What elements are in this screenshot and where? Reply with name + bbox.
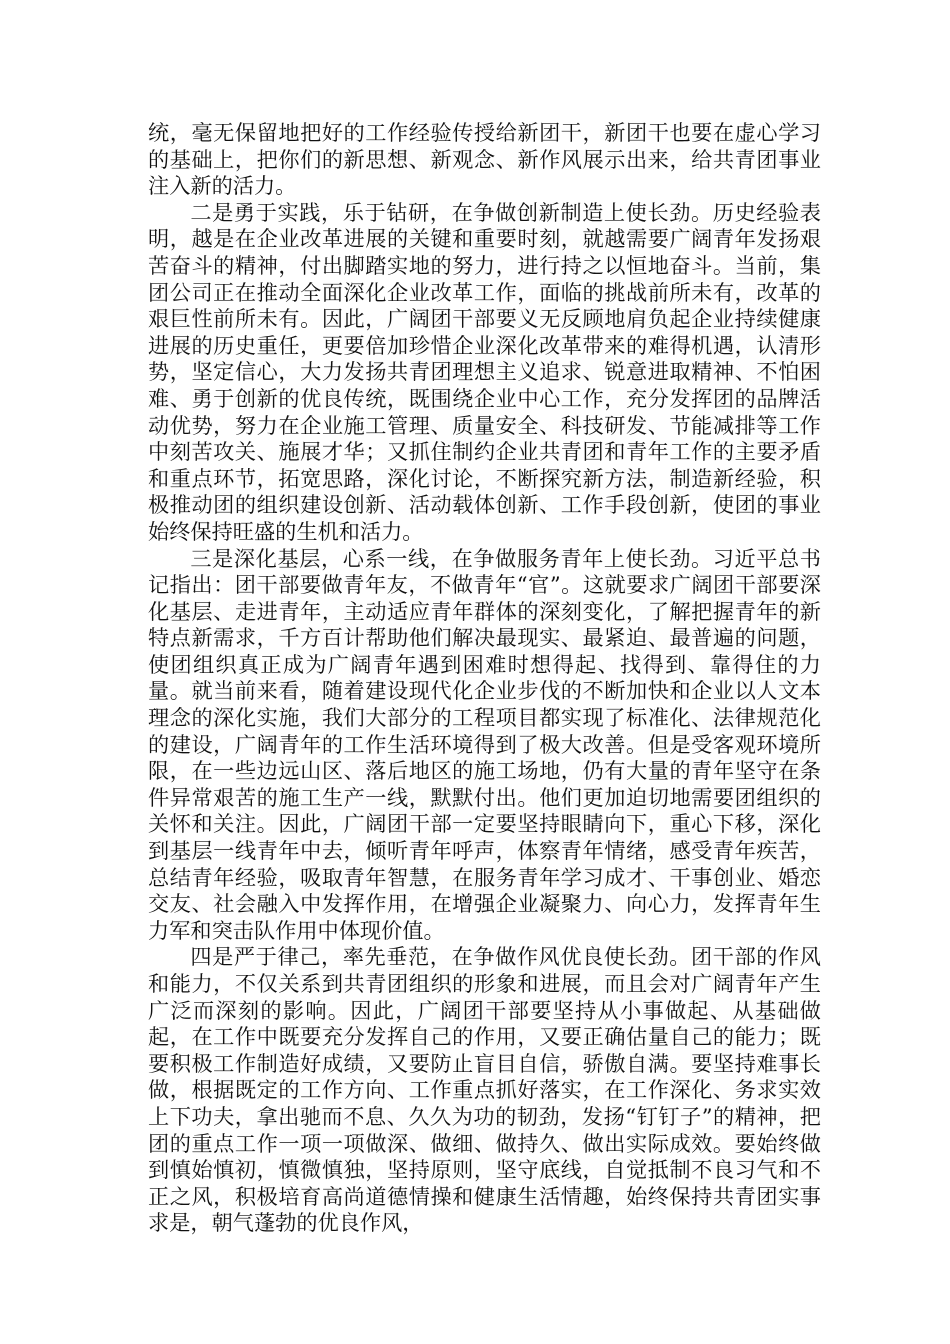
paragraph-grassroots: 三是深化基层，心系一线，在争做服务青年上使长劲。习近平总书记指出：团干部要做青年友，不做青年“官”。这就要求广阔团干部要深化基层、走进青年，主动适应青年群体的深刻变化，了解把握青年的新特点新需求，千方百计帮助他们解决最现实、最紧迫、最普遍的问题，使团组织真正成为广阔青年遇到困难时想得起、找得到、靠得住的力量。就当前来看，随着建设现代化企业步伐的不断加快和企业以人文本理念的深化实施，我们大部分的工程项目都实现了标准化、法律规范化的建设，广阔青年的工作生活环境得到了极大改善。但是受客观环境所限，在一些边远山区、落后地区的施工场地，仍有大量的青年坚守在条件异常艰苦的施工生产一线，默默付出。他们更加迫切地需要团组织的关怀和关注。因此，广阔团干部一定要坚持眼睛向下，重心下移，深化到基层一线青年中去，倾听青年呼声，体察青年情绪，感受青年疾苦，总结青年经验，吸取青年智慧，在服务青年学习成才、干事创业、婚恋交友、社会融入中发挥作用，在增强企业凝聚力、向心力，发挥青年生力军和突击队作用中体现价值。 [148, 545, 821, 943]
paragraph-continuation: 统，毫无保留地把好的工作经验传授给新团干，新团干也要在虚心学习的基础上，把你们的新思想、新观念、新作风展示出来，给共青团事业注入新的活力。 [148, 120, 821, 199]
paragraph-discipline: 四是严于律己，率先垂范，在争做作风优良使长劲。团干部的作风和能力，不仅关系到共青团组织的形象和进展，而且会对广阔青年产生广泛而深刻的影响。因此，广阔团干部要坚持从小事做起、从基础做起，在工作中既要充分发挥自己的作用，又要正确估量自己的能力；既要积极工作制造好成绩，又要防止盲目自信，骄傲自满。要坚持难事长做，根据既定的工作方向、工作重点抓好落实，在工作深化、务求实效上下功夫，拿出驰而不息、久久为功的韧劲，发扬“钉钉子”的精神，把团的重点工作一项一项做深、做细、做持久、做出实际成效。要始终做到慎始慎初，慎微慎独，坚持原则，坚守底线，自觉抵制不良习气和不正之风，积极培育高尚道德情操和健康生活情趣，始终保持共青团实事求是，朝气蓬勃的优良作风， [148, 944, 821, 1236]
document-body [148, 120, 821, 1237]
paragraph-innovation: 二是勇于实践，乐于钻研，在争做创新制造上使长劲。历史经验表明，越是在企业改革进展的关键和重要时刻，就越需要广阔青年发扬艰苦奋斗的精神，付出脚踏实地的努力，进行持之以恒地奋斗。当前，集团公司正在推动全面深化企业改革工作，面临的挑战前所未有，改革的艰巨性前所未有。因此，广阔团干部要义无反顾地肩负起企业持续健康进展的历史重任，更要倍加珍惜企业深化改革带来的难得机遇，认清形势，坚定信心，大力发扬共青团理想主义追求、锐意进取精神、不怕困难、勇于创新的优良传统，既围绕企业中心工作，充分发挥团的品牌活动优势，努力在企业施工管理、质量安全、科技研发、节能减排等工作中刻苦攻关、施展才华；又抓住制约企业共青团和青年工作的主要矛盾和重点环节，拓宽思路，深化讨论，不断探究新方法，制造新经验，积极推动团的组织建设创新、活动载体创新、工作手段创新，使团的事业始终保持旺盛的生机和活力。 [148, 199, 821, 544]
